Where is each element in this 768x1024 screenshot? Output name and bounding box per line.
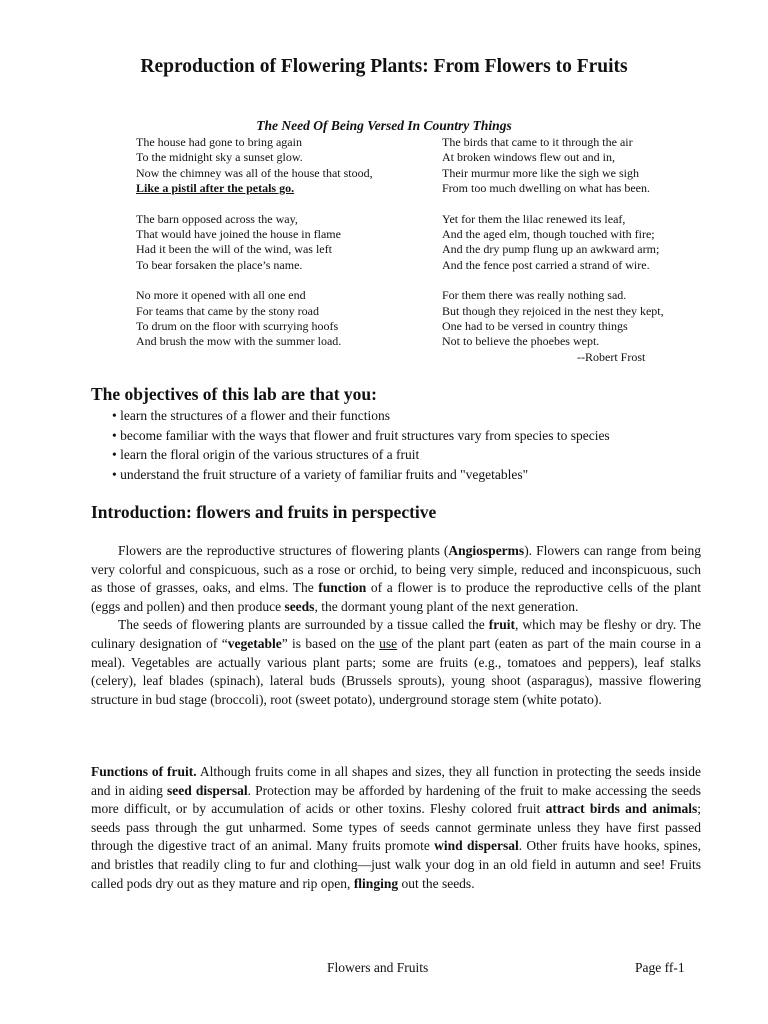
poem-stanza [442,135,702,197]
objectives-list [112,406,610,484]
poem-line: And brush the mow with the summer load. [136,334,342,349]
objective-item: • learn the floral origin of the various structures of a fruit [112,447,420,462]
poem-line: Yet for them the lilac renewed its leaf, [442,211,626,226]
poem-line: Not to believe the phoebes wept. [442,334,600,349]
poem-line: For teams that came by the stony road [136,303,319,318]
footer-page-number: Page ff-1 [635,960,685,975]
poem-line: One had to be versed in country things [442,319,628,334]
poem-line: From too much dwelling on what has been. [442,181,650,196]
poem-line: At broken windows flew out and in, [442,150,615,165]
poem-title: The Need Of Being Versed In Country Things [256,118,512,133]
poem-line: Had it been the will of the wind, was left [136,242,332,257]
poem-line: That would have joined the house in flame [136,227,341,242]
footer-title: Flowers and Fruits [327,960,429,975]
functions-of-fruit-paragraph: Functions of fruit. Although fruits come in all shapes and sizes, they all function in protecting the seeds inside and in aiding seed dispersal. Protection may be afforded by hardening of the fruit to make accessing the seeds more difficult, or by accumulation of acids or other toxins. Fleshy colored fruit attract birds and animals; seeds pass through the gut unharmed. Some types of seeds cannot germinate unless they have first passed through the digestive tract of an animal. Many fruits promote wind dispersal. Other fruits have hooks, spines, and bristles that readily cling to fur and clothing—just walk your dog in an old field in autumn and see! Fruits called pods dry out as they mature and rip open, flinging out the seeds. [91,764,701,891]
poem-stanza [136,288,436,350]
introduction-paragraph-2: The seeds of flowering plants are surrounded by a tissue called the fruit, which may be fleshy or dry. The culinary designation of “vegetable” is based on the use of the plant part (eaten as part of the main course in a meal). Vegetables are actually various plant parts; some are fruits (e.g., tomatoes and peppers), leaf stalks (celery), leaf blades (spinach), lateral buds (Brussels sprouts), young shoot (asparagus), massive flowering structure in bud stage (broccoli), root (sweet potato), underground storage stem (white potato). [91,617,702,707]
poem-line: Their murmur more like the sigh we sigh [442,165,639,180]
objective-item: • understand the fruit structure of a variety of familiar fruits and "vegetables" [112,466,529,482]
poem-line: Now the chimney was all of the house that stood, [136,165,373,180]
introduction-paragraph-1: Flowers are the reproductive structures of flowering plants (Angiosperms). Flowers can range from being very colorful and conspicuous, such as a rose or orchid, to being very simple, reduced and inconspicuous, such as those of grasses, oaks, and elms. The function of a flower is to produce the reproductive cells of the plant (eggs and pollen) and then produce seeds, the dormant young plant of the next generation. [91,543,701,614]
poem-line: But though they rejoiced in the nest they kept, [442,303,664,318]
poem-stanza [442,212,702,274]
poem-stanza [442,288,702,350]
poem-line: The barn opposed across the way, [136,211,298,226]
poem-line: And the aged elm, though touched with fire; [442,227,655,242]
objectives-heading: The objectives of this lab are that you: [91,384,377,404]
poem-line: For them there was really nothing sad. [442,288,627,303]
page-title: Reproduction of Flowering Plants: From Flowers to Fruits [140,56,628,77]
poem-stanza [136,212,436,274]
poem-line: The house had gone to bring again [136,135,302,149]
poem-line: To bear forsaken the place’s name. [136,257,303,272]
objective-item: • become familiar with the ways that flower and fruit structures vary from species to species [112,427,610,443]
introduction-body [91,542,701,709]
poem-right-column [442,135,702,365]
poem-line: No more it opened with all one end [136,288,306,303]
poem-attribution: --Robert Frost [577,349,646,364]
poem-line: And the dry pump flung up an awkward arm; [442,242,660,257]
poem-line: The birds that came to it through the air [442,135,633,149]
poem-stanza [136,135,436,197]
functions-of-fruit-body [91,763,701,893]
objective-item: • learn the structures of a flower and their functions [112,408,391,423]
poem-line: And the fence post carried a strand of wire. [442,257,650,272]
poem-line-emphasized: Like a pistil after the petals go. [136,181,295,196]
introduction-heading: Introduction: flowers and fruits in perspective [91,502,437,522]
poem-left-column [136,135,436,365]
poem-line: To the midnight sky a sunset glow. [136,150,303,165]
poem-line: To drum on the floor with scurrying hoofs [136,319,339,334]
